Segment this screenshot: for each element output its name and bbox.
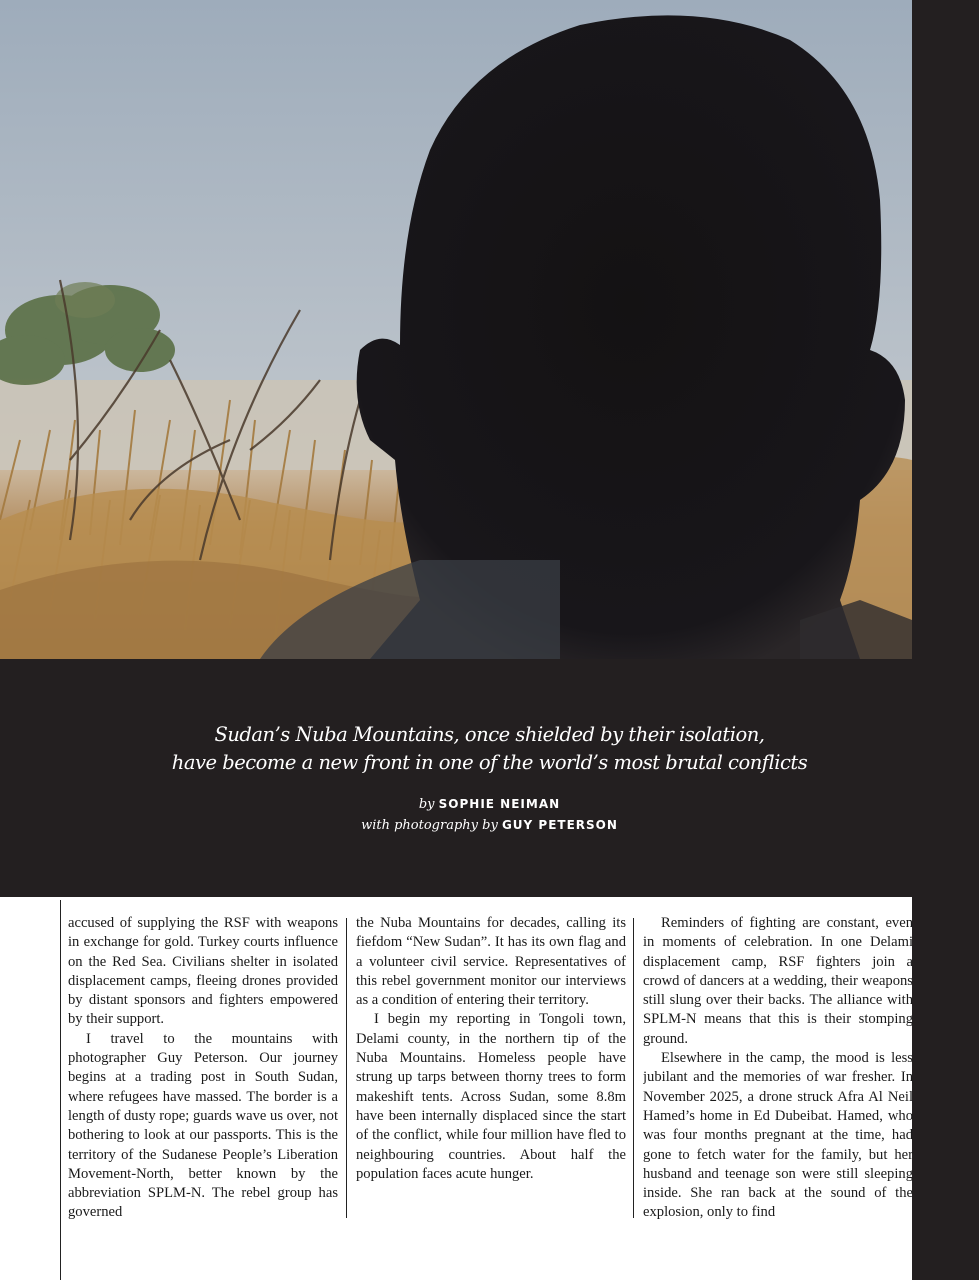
column-rule-2 (633, 918, 634, 1218)
paragraph: I travel to the mountains with photographer Guy Peterson. Our journey begins at a trading post in South Sudan, where refugees have massed. The border is a length of dusty rope; guards wave us over, not bothering to look at our passports. This is the territory of the Sudanese People’s Liberation Movement-North, better known by the abbreviation SPLM-N. The rebel group has governed (68, 1030, 338, 1221)
author-credit (0, 794, 979, 815)
standfirst-line-2: have become a new front in one of the world’s most brutal conflicts (171, 751, 808, 774)
byline (0, 794, 979, 836)
photographer-name: GUY PETERSON (501, 818, 618, 832)
article-column-2 (356, 914, 626, 1224)
article-column-1 (68, 914, 338, 1224)
author-prefix: by (418, 797, 435, 812)
column-rule-left (60, 900, 61, 1280)
article-column-3 (643, 914, 913, 1224)
paragraph: Elsewhere in the camp, the mood is less jubilant and the memories of war fresher. In November 2025, a drone struck Afra Al Neil Hamed’s home in Ed Dubeibat. Hamed, who was four months pregnant at the time, had gone to fetch water for the family, but her husband and teenage son were still sleeping inside. She ran back at the sound of the explosion, only to find (643, 1050, 913, 1221)
hero-photo (0, 0, 912, 659)
paragraph: accused of supplying the RSF with weapons in exchange for gold. Turkey courts influence on the Red Sea. Civilians shelter in isolated displacement camps, fleeing drones provided by distant sponsors and fighters empowered by their support. (68, 915, 338, 1028)
column-rule-1 (346, 918, 347, 1218)
standfirst-line-1: Sudan’s Nuba Mountains, once shielded by their isolation, (214, 723, 765, 746)
paragraph: the Nuba Mountains for decades, calling its fiefdom “New Sudan”. It has its own flag and a volunteer civil service. Representatives of this rebel government monitor our interviews as a condition of entering their territory. (356, 915, 626, 1009)
paragraph: Reminders of fighting are constant, even in moments of celebration. In one Delami displacement camp, RSF fighters join a crowd of dancers at a wedding, their weapons still slung over their backs. The alliance with SPLM-N means that this is their stomping ground. (643, 915, 913, 1047)
photo-prefix: with photography by (361, 818, 498, 833)
author-name: SOPHIE NEIMAN (438, 797, 561, 811)
photo-credit (0, 815, 979, 836)
standfirst (0, 721, 979, 777)
dark-side-bar (912, 897, 979, 1280)
paragraph: I begin my reporting in Tongoli town, Delami county, in the northern tip of the Nuba Mountains. Homeless people have strung up tarps between thorny trees to form makeshift tents. Across Sudan, some 8.8m have been internally displaced since the start of the conflict, while four million have fled to neighbouring countries. About half the population faces acute hunger. (356, 1011, 626, 1182)
